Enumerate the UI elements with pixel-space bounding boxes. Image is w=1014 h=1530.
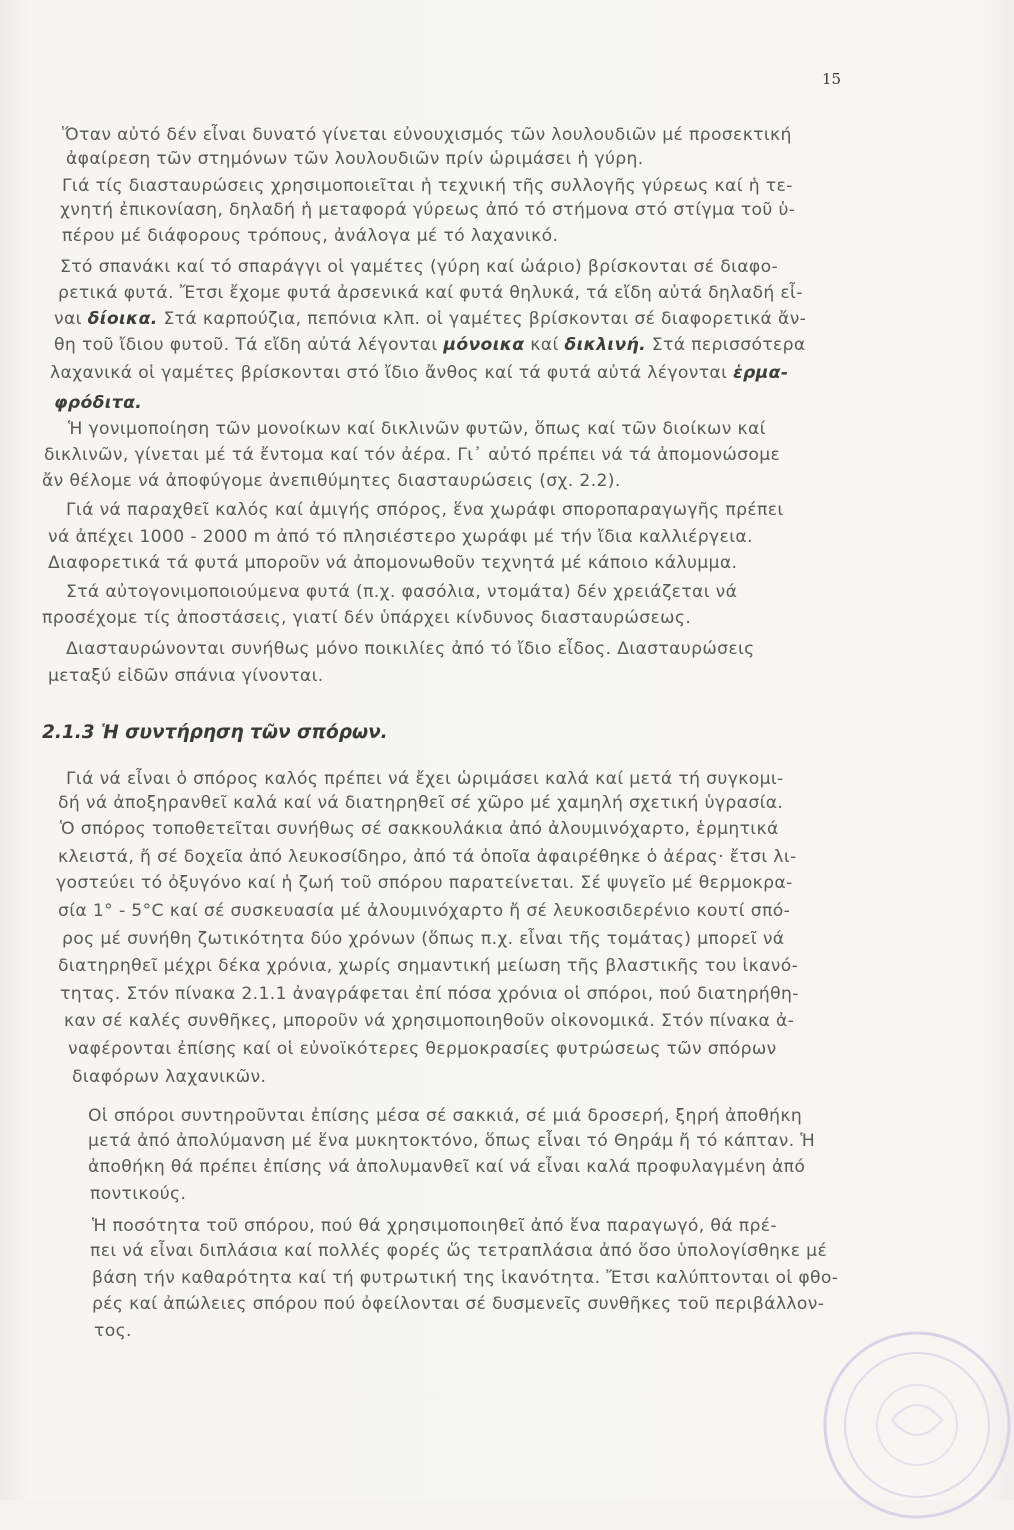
text-line	[66, 499, 784, 521]
text-run: τητας. Στόν πίνακα 2.1.1 ἀναγράφεται ἐπί πόσα χρόνια οἱ σπόροι, πού διατηρήθη-	[60, 984, 799, 1004]
text-run: πέρου μέ διάφορους τρόπους, ἀνάλογα μέ τό λαχανικό.	[62, 226, 559, 246]
text-run: Στά αὐτογονιμοποιούμενα φυτά (π.χ. φασόλια, ντομάτα) δέν χρειάζεται νά	[66, 582, 738, 602]
text-line	[88, 1156, 805, 1178]
text-line	[92, 1293, 824, 1315]
text-line	[60, 199, 795, 221]
text-run: ναι	[54, 309, 88, 329]
text-line	[60, 983, 799, 1005]
text-line	[56, 872, 793, 894]
library-stamp	[812, 1320, 1014, 1530]
text-line	[66, 148, 644, 170]
text-line	[54, 308, 806, 330]
text-run: σία 1° - 5°C καί σέ συσκευασία μέ ἀλουμινόχαρτο ἤ σέ λευκοσιδερένιο κουτί σπό-	[58, 901, 791, 921]
text-run: γοστεύει τό ὀξυγόνο καί ἡ ζωή τοῦ σπόρου παρατείνεται. Σέ ψυγεῖο μέ θερμοκρα-	[56, 873, 793, 893]
text-line	[72, 1066, 266, 1088]
text-run: Στό σπανάκι καί τό σπαράγγι οἱ γαμέτες (γύρη καί ὠάριο) βρίσκονται σέ διαφο-	[60, 257, 779, 277]
text-run: Ἡ γονιμοποίηση τῶν μονοίκων καί δικλινῶν φυτῶν, ὅπως καί τῶν διοίκων καί	[68, 419, 766, 439]
text-line	[88, 1105, 802, 1127]
text-run: ρές καί ἀπώλειες σπόρου πού ὀφείλονται σέ δυσμενεῖς συνθῆκες τοῦ περιβάλλον-	[92, 1294, 825, 1314]
text-run: Ἡ ποσότητα τοῦ σπόρου, πού θά χρησιμοποιηθεῖ ἀπό ἕνα παραγωγό, θά πρέ-	[92, 1216, 777, 1236]
text-line	[54, 334, 806, 356]
text-line	[60, 818, 779, 840]
text-run: κλειστά, ἤ σέ δοχεῖα ἀπό λευκοσίδηρο, ἀπό τά ὁποῖα ἀφαιρέθηκε ὁ ἀέρας· ἔτσι λι-	[58, 847, 797, 867]
text-run: Ὅταν αὐτό δέν εἶναι δυνατό γίνεται εὐνουχισμός τῶν λουλουδιῶν μέ προσεκτική	[62, 125, 792, 145]
text-line	[44, 444, 780, 466]
page-number: 15	[822, 70, 842, 88]
text-line	[58, 846, 797, 868]
text-run: μεταξύ εἰδῶν σπάνια γίνονται.	[48, 666, 324, 686]
emphasized-term: μόνοικα	[443, 335, 525, 355]
text-run: τος.	[94, 1321, 132, 1341]
text-run: θη τοῦ ἴδιου φυτοῦ. Τά εἴδη αὐτά λέγονται	[54, 335, 444, 355]
text-line	[66, 768, 784, 790]
text-run: δή νά ἀποξηρανθεῖ καλά καί νά διατηρηθεῖ σέ χῶρο μέ χαμηλή σχετική ὑγρασία.	[58, 793, 784, 813]
text-run: Γιά τίς διασταυρώσεις χρησιμοποιεῖται ἡ τεχνική τῆς συλλογῆς γύρεως καί ἡ τε-	[62, 176, 793, 196]
text-run: ρετικά φυτά. Ἔτσι ἔχομε φυτά ἀρσενικά καί φυτά θηλυκά, τά εἴδη αὐτά δηλαδή εἶ-	[58, 283, 803, 303]
text-line	[94, 1320, 132, 1342]
text-run: Διαφορετικά τά φυτά μποροῦν νά ἀπομονωθοῦν τεχνητά μέ κάποιο κάλυμμα.	[48, 553, 738, 573]
text-run: νά ἀπέχει 1000 - 2000 m ἀπό τό πλησιέστερο χωράφι μέ τήν ἴδια καλλιέργεια.	[48, 527, 753, 547]
text-line	[48, 665, 324, 687]
text-run: ρος μέ συνήθη ζωτικότητα δύο χρόνων (ὅπως π.χ. εἶναι τῆς τομάτας) μπορεῖ νά	[62, 929, 785, 949]
text-run: μετά ἀπό ἀπολύμανση μέ ἕνα μυκητοκτόνο, ὅπως εἶναι τό Θηράμ ἤ τό κάπταν. Ἡ	[88, 1131, 816, 1151]
text-run: διατηρηθεῖ μέχρι δέκα χρόνια, χωρίς σημαντική μείωση τῆς βλαστικῆς του ἱκανό-	[58, 956, 799, 976]
text-line	[90, 1183, 186, 1205]
text-run: ἀφαίρεση τῶν στημόνων τῶν λουλουδιῶν πρίν ὡριμάσει ἡ γύρη.	[66, 149, 644, 169]
text-run: ποντικούς.	[90, 1184, 187, 1204]
text-run: καί	[524, 335, 565, 355]
text-line	[66, 638, 755, 660]
text-run: ναφέρονται ἐπίσης καί οἱ εὐνοϊκότερες θερμοκρασίες φυτρώσεως τῶν σπόρων	[68, 1039, 777, 1059]
text-line	[48, 552, 737, 574]
text-line	[92, 1267, 838, 1289]
text-line	[62, 124, 792, 146]
text-run: Στά περισσότερα	[645, 335, 806, 355]
text-line	[88, 1130, 815, 1152]
emphasized-term: δίοικα.	[87, 309, 158, 329]
section-heading: 2.1.3 Ἡ συντήρηση τῶν σπόρων.	[42, 722, 388, 743]
text-line	[58, 900, 790, 922]
text-line	[90, 1240, 827, 1262]
text-run: δικλινῶν, γίνεται μέ τά ἔντομα καί τόν ἀέρα. Γι᾿ αὐτό πρέπει νά τά ἀπομονώσομε	[44, 445, 781, 465]
text-run: Ὁ σπόρος τοποθετεῖται συνήθως σέ σακκουλάκια ἀπό ἀλουμινόχαρτο, ἑρμητικά	[60, 819, 779, 839]
text-run: πει νά εἶναι διπλάσια καί πολλές φορές ὥς τετραπλάσια ἀπό ὅσο ὑπολογίσθηκε μέ	[90, 1241, 828, 1261]
text-run: προσέχομε τίς ἀποστάσεις, γιατί δέν ὑπάρχει κίνδυνος διασταυρώσεως.	[42, 608, 692, 628]
text-run: καν σέ καλές συνθῆκες, μποροῦν νά χρησιμοποιηθοῦν οἰκονομικά. Στόν πίνακα ἀ-	[64, 1011, 795, 1031]
emphasized-term: ἑρμα-	[733, 363, 789, 383]
text-line	[64, 1010, 794, 1032]
text-line	[92, 1215, 777, 1237]
text-run: Διασταυρώνονται συνήθως μόνο ποικιλίες ἀπό τό ἴδιο εἶδος. Διασταυρώσεις	[66, 639, 755, 659]
text-line	[54, 392, 142, 414]
text-run: λαχανικά οἱ γαμέτες βρίσκονται στό ἴδιο ἄνθος καί τά φυτά αὐτά λέγονται	[50, 363, 734, 383]
text-line	[48, 526, 753, 548]
text-run: Οἱ σπόροι συντηροῦνται ἐπίσης μέσα σέ σακκιά, σέ μιά δροσερή, ξηρή ἀποθήκη	[88, 1106, 803, 1126]
text-line	[62, 225, 558, 247]
emphasized-term: φρόδιτα.	[54, 393, 143, 413]
text-run: Γιά νά παραχθεῖ καλός καί ἀμιγής σπόρος, ἕνα χωράφι σποροπαραγωγῆς πρέπει	[66, 500, 784, 520]
text-line	[66, 581, 737, 603]
text-run: Γιά νά εἶναι ὁ σπόρος καλός πρέπει νά ἔχει ὡριμάσει καλά καί μετά τή συγκομι-	[66, 769, 784, 789]
text-line	[58, 792, 783, 814]
text-run: χνητή ἐπικονίαση, δηλαδή ἡ μεταφορά γύρεως ἀπό τό στήμονα στό στίγμα τοῦ ὑ-	[60, 200, 796, 220]
text-line	[68, 418, 766, 440]
text-line	[50, 362, 788, 384]
text-run: Στά καρπούζια, πεπόνια κλπ. οἱ γαμέτες βρίσκονται σέ διαφορετικά ἄν-	[157, 309, 807, 329]
text-line	[58, 282, 803, 304]
text-run: βάση τήν καθαρότητα καί τή φυτρωτική της ἱκανότητα. Ἔτσι καλύπτονται οἱ φθο-	[92, 1268, 839, 1288]
text-line	[62, 175, 793, 197]
text-line	[60, 256, 778, 278]
text-line	[42, 470, 621, 492]
emphasized-term: δικλινή.	[564, 335, 646, 355]
text-line	[58, 955, 798, 977]
text-run: διαφόρων λαχανικῶν.	[72, 1067, 267, 1087]
text-run: ἄν θέλομε νά ἀποφύγομε ἀνεπιθύμητες διασταυρώσεις (σχ. 2.2).	[42, 471, 621, 491]
text-line	[68, 1038, 777, 1060]
text-line	[62, 928, 784, 950]
text-line	[42, 607, 691, 629]
text-run: ἀποθήκη θά πρέπει ἐπίσης νά ἀπολυμανθεῖ καί νά εἶναι καλά προφυλαγμένη ἀπό	[88, 1157, 806, 1177]
